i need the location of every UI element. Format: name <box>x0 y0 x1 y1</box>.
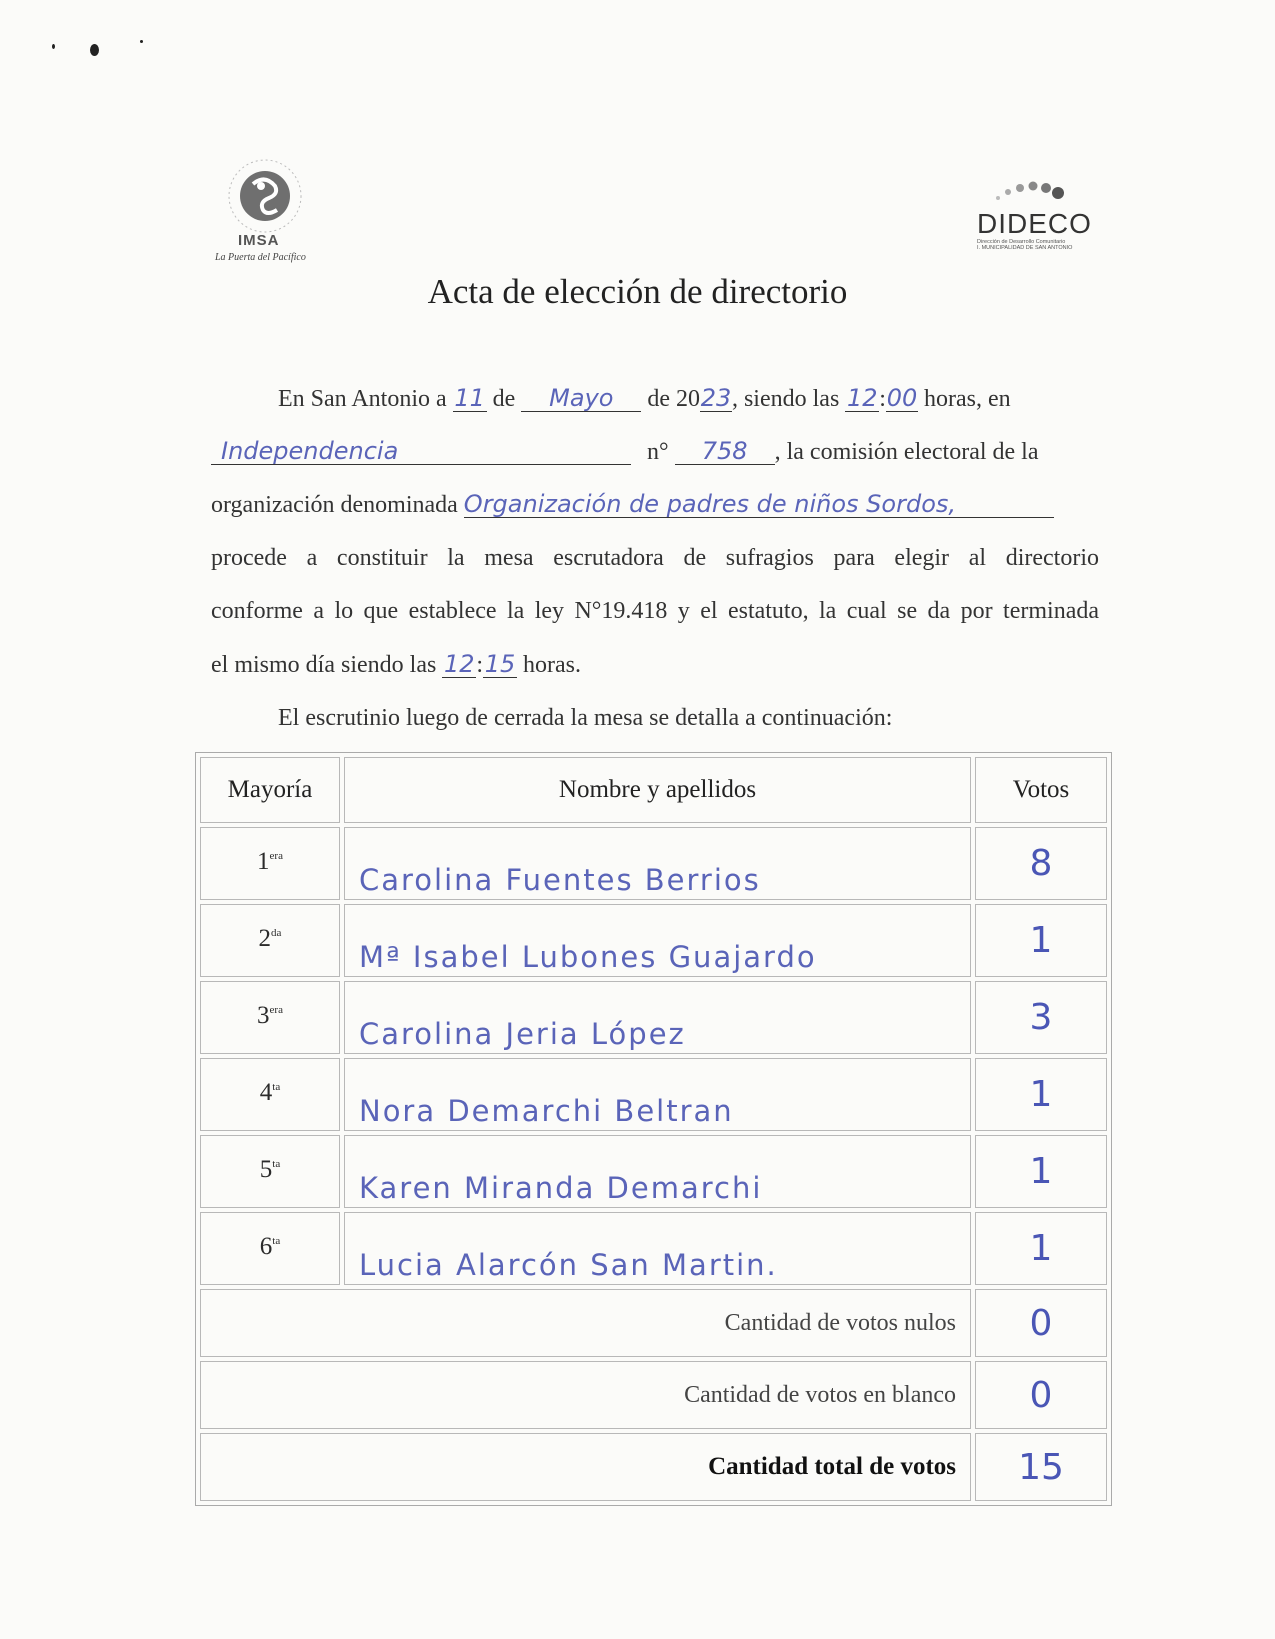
total-votes-label: Cantidad total de votos <box>200 1433 971 1501</box>
intro-line-6: el mismo día siendo las 12:15 horas. <box>211 650 581 678</box>
candidate-name-cell: Carolina Fuentes Berrios <box>344 827 971 900</box>
intro-line-7: El escrutinio luego de cerrada la mesa se detalla a continuación: <box>278 705 893 731</box>
votes-cell: 1 <box>975 904 1107 977</box>
candidate-name-cell: Carolina Jeria López <box>344 981 971 1054</box>
candidate-name-cell: Karen Miranda Demarchi <box>344 1135 971 1208</box>
votes-cell: 1 <box>975 1058 1107 1131</box>
table-row <box>200 1135 1107 1208</box>
candidate-name-cell: Mª Isabel Lubones Guajardo <box>344 904 971 977</box>
table-row <box>200 981 1107 1054</box>
intro-line-5: conforme a lo que establece la ley N°19.418 y el estatuto, la cual se da por terminada <box>211 598 1099 624</box>
votes-cell: 1 <box>975 1135 1107 1208</box>
street-field: Independencia <box>211 438 631 465</box>
imsa-name: IMSA <box>238 232 280 249</box>
end-minute-field: 15 <box>484 650 516 678</box>
header-name: Nombre y apellidos <box>344 757 971 823</box>
rank-cell: $6^{ta}$ <box>200 1212 340 1285</box>
table-row <box>200 904 1107 977</box>
dideco-subtitle: Dirección de Desarrollo Comunitario I. MUNICIPALIDAD DE SAN ANTONIO <box>977 239 1073 251</box>
dideco-name: DIDECO <box>977 208 1092 239</box>
candidate-name-cell: Lucia Alarcón San Martin. <box>344 1212 971 1285</box>
imsa-emblem-icon <box>205 158 325 266</box>
day-field: 11 <box>454 384 485 412</box>
rank-cell: $5^{ta}$ <box>200 1135 340 1208</box>
total-votes-row <box>200 1433 1107 1501</box>
page-title: Acta de elección de directorio <box>427 272 848 311</box>
candidate-name-cell: Nora Demarchi Beltran <box>344 1058 971 1131</box>
street-number-field: 758 <box>675 438 775 465</box>
null-votes-row <box>200 1289 1107 1357</box>
rank-cell: $3^{era}$ <box>200 981 340 1054</box>
total-votes-value: 15 <box>975 1433 1107 1501</box>
year-field: 23 <box>700 384 732 412</box>
rank-cell: $4^{ta}$ <box>200 1058 340 1131</box>
header-rank: Mayoría <box>200 757 340 823</box>
header-votes: Votos <box>975 757 1107 823</box>
start-hour-field: 12 <box>847 384 878 412</box>
scan-speck <box>140 40 143 43</box>
table-header-row <box>200 757 1107 823</box>
votes-cell: 3 <box>975 981 1107 1054</box>
votes-cell: 8 <box>975 827 1107 900</box>
blank-votes-row <box>200 1361 1107 1429</box>
end-hour-field: 12 <box>444 650 475 678</box>
table-row <box>200 1212 1107 1285</box>
blank-votes-label: Cantidad de votos en blanco <box>200 1361 971 1429</box>
imsa-logo <box>205 158 325 266</box>
table-row <box>200 1058 1107 1131</box>
blank-votes-value: 0 <box>975 1361 1107 1429</box>
rank-cell: $2^{da}$ <box>200 904 340 977</box>
intro-line-2: Independencia n° 758 , la comisión electoral de la <box>211 438 1099 466</box>
scrutiny-table <box>195 752 1112 1506</box>
intro-line-3: organización denominada Organización de padres de niños Sordos, <box>211 491 1099 519</box>
month-field: Mayo <box>521 385 641 412</box>
organization-field: Organización de padres de niños Sordos, <box>464 491 1054 518</box>
scan-speck <box>90 44 99 56</box>
intro-line-1: En San Antonio a 11 de Mayo de 2023, siendo las 12:00 horas, en <box>278 384 1011 412</box>
table-row <box>200 827 1107 900</box>
start-minute-field: 00 <box>886 384 918 412</box>
votes-cell: 1 <box>975 1212 1107 1285</box>
scan-speck <box>52 44 55 49</box>
imsa-tagline: La Puerta del Pacífico <box>215 252 306 263</box>
dideco-dots-icon <box>970 178 1100 208</box>
intro-line-4: procede a constituir la mesa escrutadora de sufragios para elegir al directorio <box>211 545 1099 571</box>
rank-cell: $1^{era}$ <box>200 827 340 900</box>
null-votes-value: 0 <box>975 1289 1107 1357</box>
null-votes-label: Cantidad de votos nulos <box>200 1289 971 1357</box>
